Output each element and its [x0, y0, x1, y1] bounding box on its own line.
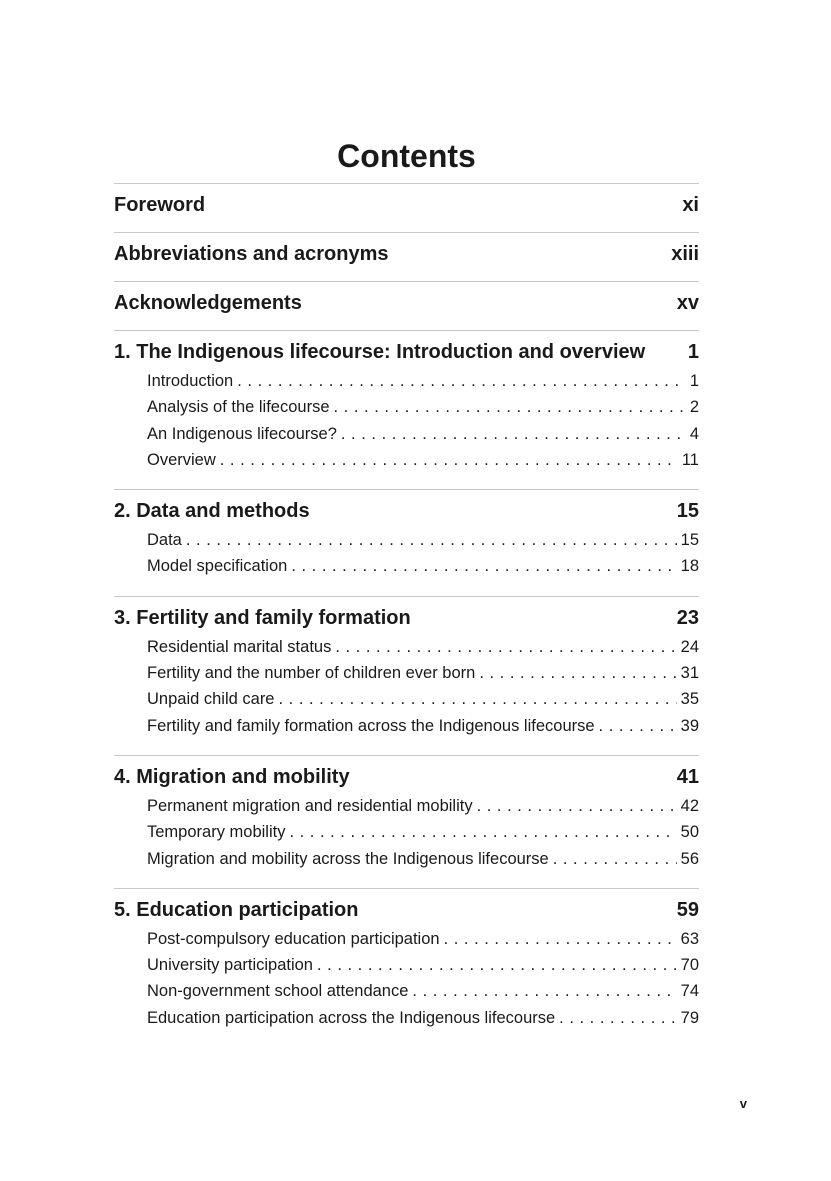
dot-leader: [555, 1005, 676, 1031]
chapter-page: 41: [676, 765, 699, 788]
section-page: 39: [680, 716, 699, 735]
section-page: 31: [680, 664, 699, 683]
section-entry[interactable]: [147, 952, 699, 978]
section-title: Overview: [147, 450, 216, 469]
chapter-heading[interactable]: [114, 499, 699, 524]
toc-entry-page: xv: [676, 292, 699, 314]
dot-leader: [473, 793, 677, 819]
section-title: Migration and mobility across the Indigenous lifecourse: [147, 849, 549, 868]
dot-leader: [233, 368, 686, 394]
dot-leader: [285, 819, 676, 845]
section-entry[interactable]: [147, 368, 699, 394]
section-entry[interactable]: [147, 527, 699, 553]
toc-entry-title: Foreword: [114, 194, 206, 216]
chapter-title: 4. Migration and mobility: [114, 765, 350, 788]
section-entry[interactable]: [147, 447, 699, 473]
chapter-title: 2. Data and methods: [114, 500, 310, 523]
dot-leader: [331, 634, 676, 660]
chapter-4: [114, 755, 699, 888]
section-entry[interactable]: [147, 978, 699, 1004]
section-page: 74: [680, 982, 699, 1001]
section-title: Permanent migration and residential mobility: [147, 796, 473, 815]
section-page: 63: [680, 929, 699, 948]
section-page: 35: [680, 690, 699, 709]
section-page: 1: [689, 372, 699, 390]
section-title: Post-compulsory education participation: [147, 929, 440, 948]
toc-entry-foreword[interactable]: [114, 183, 699, 232]
chapter-title: 3. Fertility and family formation: [114, 606, 411, 629]
dot-leader: [287, 553, 676, 579]
chapter-title: 1. The Indigenous lifecourse: Introduction and overview: [114, 341, 646, 363]
chapter-page: 1: [687, 341, 699, 363]
chapter-heading[interactable]: [114, 340, 699, 365]
section-page: 15: [680, 531, 699, 550]
chapter-3: [114, 596, 699, 755]
dot-leader: [440, 926, 677, 952]
section-page: 11: [681, 450, 699, 469]
section-page: 2: [689, 398, 699, 417]
section-title: Model specification: [147, 557, 288, 576]
dot-leader: [275, 686, 677, 712]
chapter-page: 59: [676, 898, 699, 921]
chapter-heading[interactable]: [114, 898, 699, 923]
page-title: Contents: [337, 138, 476, 174]
dot-leader: [549, 846, 677, 872]
section-entry[interactable]: [147, 421, 699, 447]
page-number: v: [739, 1096, 747, 1111]
section-page: 24: [680, 637, 699, 656]
chapter-1: [114, 330, 699, 489]
section-entry[interactable]: [147, 926, 699, 952]
dot-leader: [408, 978, 676, 1004]
section-title: Analysis of the lifecourse: [147, 398, 330, 417]
section-page: 42: [680, 796, 699, 815]
table-of-contents: [114, 183, 699, 1047]
chapter-page: 15: [676, 500, 699, 523]
dot-leader: [313, 952, 677, 978]
chapter-5: [114, 888, 699, 1047]
section-title: Non-government school attendance: [147, 982, 409, 1001]
section-entry[interactable]: [147, 394, 699, 420]
section-entry[interactable]: [147, 713, 699, 739]
section-entry[interactable]: [147, 793, 699, 819]
section-title: Unpaid child care: [147, 690, 275, 709]
section-title: An Indigenous lifecourse?: [147, 424, 337, 443]
toc-entry-acknowledgements[interactable]: [114, 281, 699, 330]
section-title: Temporary mobility: [147, 823, 286, 842]
dot-leader: [330, 394, 686, 420]
chapter-title: 5. Education participation: [114, 898, 359, 921]
dot-leader: [475, 660, 676, 686]
dot-leader: [595, 713, 677, 739]
section-page: 56: [680, 849, 699, 868]
section-title: Fertility and family formation across the Indigenous lifecourse: [147, 716, 595, 735]
section-entry[interactable]: [147, 686, 699, 712]
section-title: Data: [147, 531, 182, 550]
section-title: Fertility and the number of children ever born: [147, 664, 476, 683]
dot-leader: [216, 447, 678, 473]
section-page: 50: [680, 823, 699, 842]
section-entry[interactable]: [147, 819, 699, 845]
section-entry[interactable]: [147, 634, 699, 660]
dot-leader: [182, 527, 677, 553]
chapter-heading[interactable]: [114, 606, 699, 631]
section-page: 4: [689, 424, 699, 443]
toc-entry-page: xiii: [671, 243, 699, 265]
toc-entry-title: Abbreviations and acronyms: [114, 243, 389, 265]
chapter-heading[interactable]: [114, 765, 699, 790]
toc-entry-abbreviations[interactable]: [114, 232, 699, 281]
toc-entry-page: xi: [682, 194, 699, 216]
section-page: 18: [680, 557, 699, 576]
section-page: 70: [680, 956, 699, 975]
section-page: 79: [680, 1008, 699, 1027]
section-entry[interactable]: [147, 553, 699, 579]
section-title: Residential marital status: [147, 637, 332, 656]
toc-entry-title: Acknowledgements: [114, 292, 302, 314]
dot-leader: [337, 421, 686, 447]
section-title: Education participation across the Indigenous lifecourse: [147, 1008, 556, 1027]
chapter-page: 23: [676, 606, 699, 629]
chapter-2: [114, 489, 699, 596]
section-entry[interactable]: [147, 660, 699, 686]
section-entry[interactable]: [147, 846, 699, 872]
section-entry[interactable]: [147, 1005, 699, 1031]
section-title: Introduction: [147, 372, 234, 390]
section-title: University participation: [147, 956, 313, 975]
